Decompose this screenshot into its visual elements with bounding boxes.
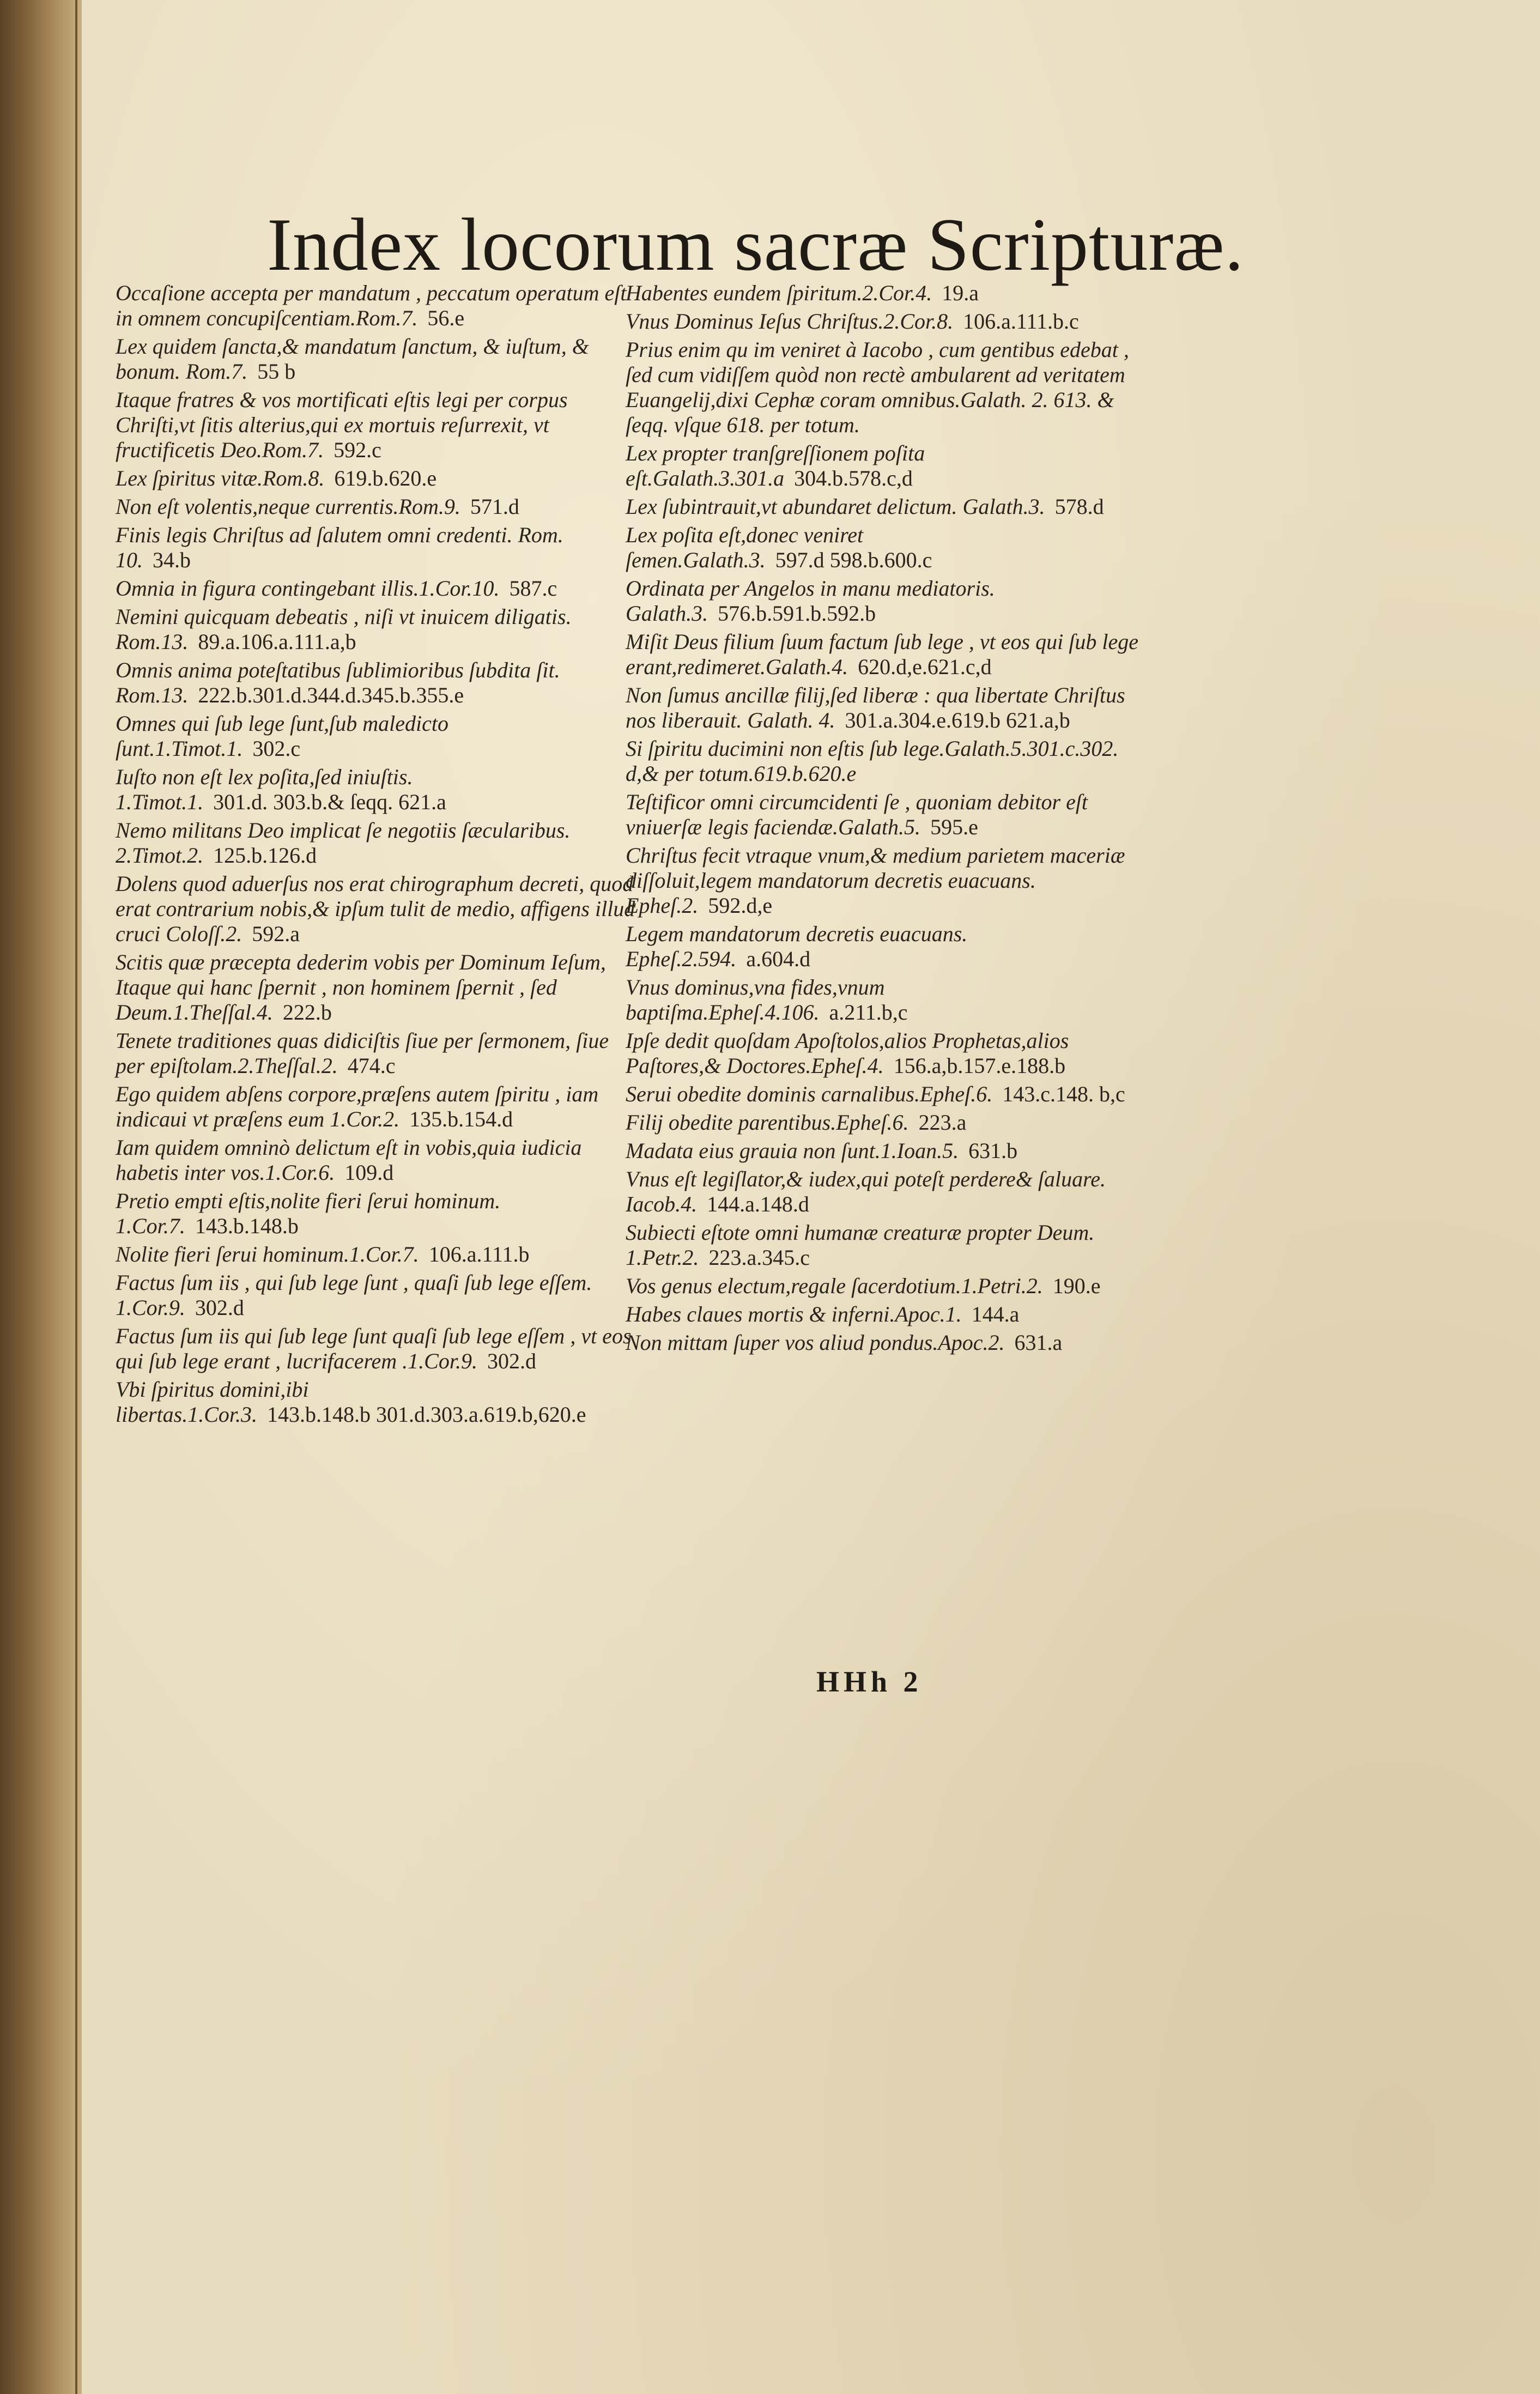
entry-citation: Subiecti eſtote omni humanæ creaturæ propter Deum. 1.Petr.2. bbox=[626, 1220, 1095, 1270]
entry-page-reference: a.211.b,c bbox=[829, 1000, 908, 1025]
entry-page-reference: 474.c bbox=[347, 1053, 396, 1078]
entry-citation: Omnis anima poteſtatibus ſublimioribus ſubdita ſit. Rom.13. bbox=[116, 658, 560, 707]
index-entry bbox=[626, 1110, 1146, 1135]
entry-citation: Legem mandatorum decretis euacuans. Epheſ.2.594. bbox=[626, 922, 968, 971]
entry-page-reference: 620.d,e.621.c,d bbox=[858, 654, 992, 679]
entry-page-reference: 106.a.111.b bbox=[428, 1242, 530, 1266]
index-entry bbox=[626, 683, 1146, 733]
entry-citation: Finis legis Chriſtus ad ſalutem omni credenti. Rom. 10. bbox=[116, 523, 563, 572]
index-entry bbox=[116, 1189, 636, 1239]
entry-citation: Lex quidem ſancta,& mandatum ſanctum, & iuſtum, & bonum. Rom.7. bbox=[116, 334, 589, 384]
entry-citation: Teſtificor omni circumcidenti ſe , quoniam debitor eſt vniuerſæ legis faciendæ.Galath.5. bbox=[626, 790, 1088, 839]
entry-citation: Nemini quicquam debeatis , niſi vt inuicem diligatis. Rom.13. bbox=[116, 604, 572, 654]
index-entry bbox=[626, 1028, 1146, 1078]
index-entry bbox=[626, 975, 1146, 1025]
entry-page-reference: 302.d bbox=[487, 1349, 536, 1373]
entry-page-reference: 223.a.345.c bbox=[708, 1245, 810, 1270]
index-column-right bbox=[626, 281, 1146, 1359]
entry-citation: Ordinata per Angelos in manu mediatoris. Galath.3. bbox=[626, 576, 995, 626]
index-entry bbox=[116, 818, 636, 868]
entry-page-reference: 571.d bbox=[470, 494, 519, 519]
index-entry bbox=[116, 1270, 636, 1320]
entry-page-reference: 222.b bbox=[282, 1000, 332, 1025]
entry-page-reference: 631.b bbox=[968, 1138, 1018, 1163]
entry-citation: Habes claues mortis & inferni.Apoc.1. bbox=[626, 1302, 962, 1326]
entry-page-reference: 125.b.126.d bbox=[213, 843, 317, 868]
entry-page-reference: 144.a bbox=[971, 1302, 1020, 1326]
entry-page-reference: 156.a,b.157.e.188.b bbox=[893, 1053, 1066, 1078]
entry-citation: Lex propter tranſgreſſionem poſita eſt.Galath.3.301.a bbox=[626, 441, 925, 490]
entry-citation: Lex ſpiritus vitæ.Rom.8. bbox=[116, 466, 325, 490]
entry-citation: Omnes qui ſub lege ſunt,ſub maledicto ſunt.1.Timot.1. bbox=[116, 711, 449, 761]
index-entry bbox=[116, 1135, 636, 1185]
entry-page-reference: 143.c.148. b,c bbox=[1002, 1082, 1125, 1106]
index-entry bbox=[626, 790, 1146, 840]
entry-citation: Occaſione accepta per mandatum , peccatum operatum eſt in omnem concupiſcentiam.Rom.7. bbox=[116, 281, 627, 330]
index-entry bbox=[116, 281, 636, 331]
index-entry bbox=[626, 843, 1146, 918]
index-entry bbox=[626, 1302, 1146, 1327]
entry-citation: Vnus dominus,vna fides,vnum baptiſma.Epheſ.4.106. bbox=[626, 975, 885, 1025]
entry-page-reference: 56.e bbox=[427, 306, 465, 330]
entry-citation: Miſit Deus filium ſuum factum ſub lege , vt eos qui ſub lege erant,redimeret.Galath.4. bbox=[626, 629, 1138, 679]
entry-citation: Vnus eſt legiſlator,& iudex,qui poteſt perdere& ſaluare. Iacob.4. bbox=[626, 1167, 1106, 1216]
entry-page-reference: 143.b.148.b 301.d.303.a.619.b,620.e bbox=[267, 1402, 586, 1427]
entry-page-reference: 578.d bbox=[1054, 494, 1104, 519]
entry-page-reference: 304.b.578.c,d bbox=[794, 466, 913, 490]
index-entry bbox=[116, 387, 636, 463]
entry-page-reference: 302.c bbox=[252, 736, 301, 761]
entry-page-reference: 190.e bbox=[1052, 1274, 1101, 1298]
entry-page-reference: 55 b bbox=[257, 359, 296, 384]
entry-page-reference: 301.d. 303.b.& ſeqq. 621.a bbox=[213, 790, 446, 814]
entry-citation: Nemo militans Deo implicat ſe negotiis ſæcularibus. 2.Timot.2. bbox=[116, 818, 571, 868]
index-entry bbox=[626, 576, 1146, 626]
index-entry bbox=[116, 604, 636, 654]
entry-page-reference: 222.b.301.d.344.d.345.b.355.e bbox=[198, 683, 464, 707]
entry-citation: Non eſt volentis,neque currentis.Rom.9. bbox=[116, 494, 460, 519]
entry-page-reference: 587.c bbox=[509, 576, 557, 601]
entry-citation: Serui obedite dominis carnalibus.Epheſ.6. bbox=[626, 1082, 993, 1106]
index-column-left bbox=[116, 281, 636, 1431]
entry-citation: Vnus Dominus Ieſus Chriſtus.2.Cor.8. bbox=[626, 309, 954, 334]
entry-page-reference: 619.b.620.e bbox=[334, 466, 437, 490]
index-entry bbox=[116, 1324, 636, 1374]
index-entry bbox=[626, 441, 1146, 491]
entry-citation: Prius enim qu im veniret à Iacobo , cum gentibus edebat , ſed cum vidiſſem quòd non rectè ambularent ad veritatem Euangelij,dixi Cephæ coram omnibus.Galath. 2. 613. & ſeqq. vſque 618. per totum. bbox=[626, 337, 1129, 437]
entry-page-reference: 106.a.111.b.c bbox=[963, 309, 1079, 334]
index-entry bbox=[626, 629, 1146, 680]
entry-citation: Filij obedite parentibus.Epheſ.6. bbox=[626, 1110, 909, 1135]
index-entry bbox=[626, 337, 1146, 438]
index-entry bbox=[116, 1377, 636, 1427]
index-entry bbox=[626, 1220, 1146, 1270]
page-title: Index locorum sacræ Scripturæ. bbox=[267, 203, 1244, 286]
index-entry bbox=[626, 523, 1146, 573]
entry-citation: Factus ſum iis qui ſub lege ſunt quaſi ſub lege eſſem , vt eos qui ſub lege erant , lucrifacerem .1.Cor.9. bbox=[116, 1324, 632, 1373]
entry-page-reference: 597.d 598.b.600.c bbox=[775, 548, 932, 572]
entry-page-reference: a.604.d bbox=[746, 947, 811, 971]
entry-citation: Non mittam ſuper vos aliud pondus.Apoc.2. bbox=[626, 1330, 1005, 1355]
entry-page-reference: 144.a.148.d bbox=[707, 1192, 809, 1216]
index-entry bbox=[116, 334, 636, 384]
index-entry bbox=[626, 309, 1146, 334]
entry-page-reference: 592.c bbox=[334, 438, 381, 462]
index-entry bbox=[116, 1242, 636, 1267]
entry-citation: Itaque fratres & vos mortificati eſtis legi per corpus Chriſti,vt ſitis alterius,qui ex mortuis reſurrexit, vt fructificetis Deo.Rom.7. bbox=[116, 387, 568, 462]
index-entry bbox=[116, 658, 636, 708]
entry-citation: Habentes eundem ſpiritum.2.Cor.4. bbox=[626, 281, 932, 305]
entry-citation: Vbi ſpiritus domini,ibi libertas.1.Cor.3. bbox=[116, 1377, 309, 1427]
book-binding-edge bbox=[0, 0, 82, 2394]
entry-page-reference: 592.d,e bbox=[708, 893, 773, 918]
index-entry bbox=[116, 950, 636, 1025]
entry-citation: Ipſe dedit quoſdam Apoſtolos,alios Prophetas,alios Paſtores,& Doctores.Epheſ.4. bbox=[626, 1028, 1069, 1078]
entry-page-reference: 19.a bbox=[942, 281, 979, 305]
index-entry bbox=[626, 922, 1146, 972]
entry-citation: Tenete traditiones quas didiciſtis ſiue per ſermonem, ſiue per epiſtolam.2.Theſſal.2. bbox=[116, 1028, 609, 1078]
entry-page-reference: 631.a bbox=[1014, 1330, 1063, 1355]
entry-page-reference: 135.b.154.d bbox=[409, 1107, 513, 1131]
index-entry bbox=[116, 711, 636, 761]
entry-citation: Iam quidem omninò delictum eſt in vobis,quia iudicia habetis inter vos.1.Cor.6. bbox=[116, 1135, 582, 1185]
index-entry bbox=[116, 576, 636, 601]
entry-citation: Lex ſubintrauit,vt abundaret delictum. Galath.3. bbox=[626, 494, 1045, 519]
entry-page-reference: 143.b.148.b bbox=[195, 1214, 299, 1238]
index-entry bbox=[626, 494, 1146, 519]
entry-page-reference: 223.a bbox=[918, 1110, 967, 1135]
index-entry bbox=[626, 1330, 1146, 1355]
entry-citation: Iuſto non eſt lex poſita,ſed iniuſtis. 1.Timot.1. bbox=[116, 765, 413, 814]
entry-page-reference: 592.a bbox=[252, 922, 300, 946]
entry-citation: Scitis quæ præcepta dederim vobis per Dominum Ieſum, Itaque qui hanc ſpernit , non hominem ſpernit , ſed Deum.1.Theſſal.4. bbox=[116, 950, 606, 1025]
index-entry bbox=[116, 765, 636, 815]
entry-citation: Lex poſita eſt,donec veniret ſemen.Galath.3. bbox=[626, 523, 864, 572]
entry-page-reference: 34.b bbox=[153, 548, 191, 572]
entry-citation: Dolens quod aduerſus nos erat chirographum decreti, quod erat contrarium nobis,& ipſum tulit de medio, affigens illud cruci Coloſſ.2. bbox=[116, 871, 635, 946]
entry-citation: Ego quidem abſens corpore,præſens autem ſpiritu , iam indicaui vt præſens eum 1.Cor.2. bbox=[116, 1082, 599, 1131]
index-entry bbox=[626, 1082, 1146, 1107]
entry-citation: Non ſumus ancillæ filij,ſed liberæ : qua libertate Chriſtus nos liberauit. Galath. 4. bbox=[626, 683, 1125, 732]
index-entry bbox=[116, 494, 636, 519]
entry-citation: Si ſpiritu ducimini non eſtis ſub lege.Galath.5.301.c.302. d,& per totum.619.b.620.e bbox=[626, 736, 1119, 786]
entry-citation: Vos genus electum,regale ſacerdotium.1.Petri.2. bbox=[626, 1274, 1043, 1298]
index-entry bbox=[626, 1138, 1146, 1163]
entry-page-reference: 302.d bbox=[195, 1295, 244, 1320]
index-entry bbox=[116, 1082, 636, 1132]
signature-mark: HHh 2 bbox=[816, 1665, 923, 1698]
index-entry bbox=[626, 1167, 1146, 1217]
entry-citation: Pretio empti eſtis,nolite fieri ſerui hominum. 1.Cor.7. bbox=[116, 1189, 501, 1238]
index-entry bbox=[626, 736, 1146, 786]
index-entry bbox=[626, 1274, 1146, 1299]
entry-page-reference: 301.a.304.e.619.b 621.a,b bbox=[845, 708, 1070, 732]
index-entry bbox=[116, 523, 636, 573]
entry-page-reference: 595.e bbox=[930, 815, 978, 839]
index-entry bbox=[116, 871, 636, 947]
entry-citation: Nolite fieri ſerui hominum.1.Cor.7. bbox=[116, 1242, 419, 1266]
entry-citation: Madata eius grauia non ſunt.1.Ioan.5. bbox=[626, 1138, 959, 1163]
index-entry bbox=[626, 281, 1146, 306]
entry-page-reference: 576.b.591.b.592.b bbox=[718, 601, 876, 626]
index-entry bbox=[116, 466, 636, 491]
entry-page-reference: 89.a.106.a.111.a,b bbox=[198, 629, 356, 654]
index-entry bbox=[116, 1028, 636, 1078]
entry-citation: Omnia in figura contingebant illis.1.Cor.10. bbox=[116, 576, 500, 601]
entry-page-reference: 109.d bbox=[344, 1160, 394, 1185]
entry-citation: Factus ſum iis , qui ſub lege ſunt , quaſi ſub lege eſſem. 1.Cor.9. bbox=[116, 1270, 592, 1320]
entry-citation: Chriſtus fecit vtraque vnum,& medium parietem maceriæ diſſoluit,legem mandatorum decretis euacuans. Epheſ.2. bbox=[626, 843, 1125, 918]
